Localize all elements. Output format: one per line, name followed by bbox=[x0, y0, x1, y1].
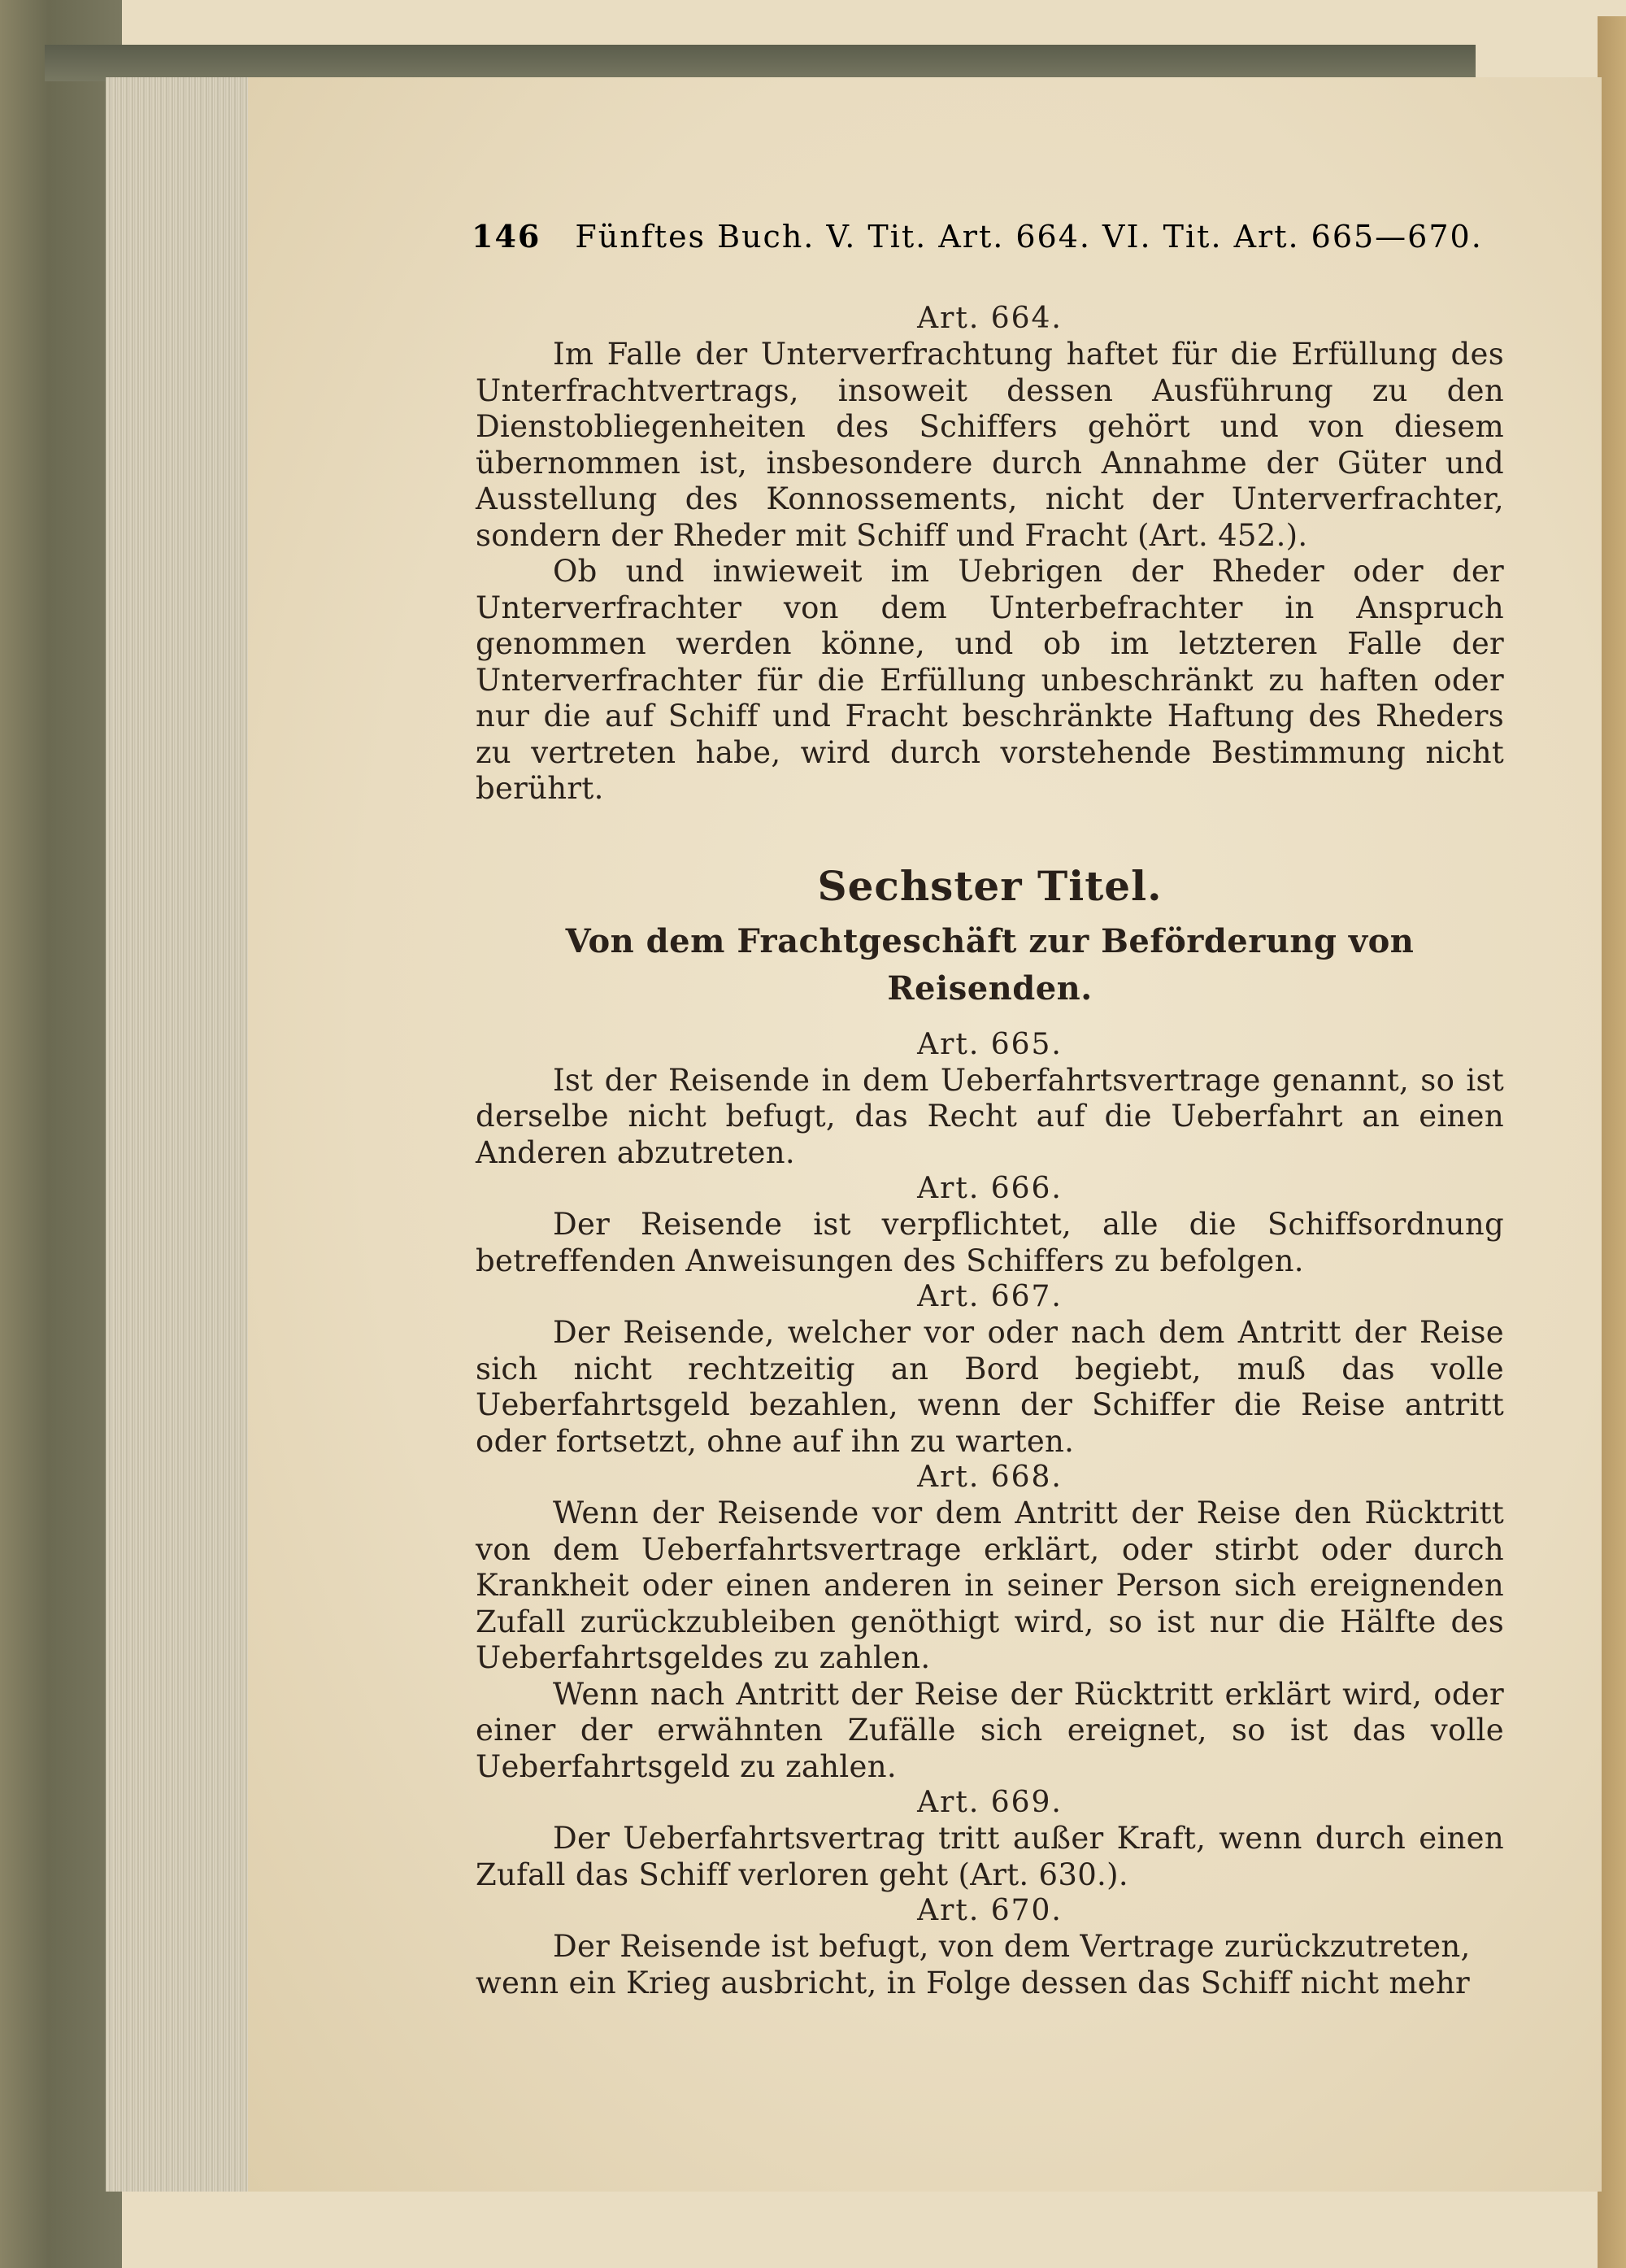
paragraph: Im Falle der Unterverfrachtung haftet für die Erfüllung des Unterfrachtvertrags, insoweit dessen Ausführung zu den Dienstobliegenheiten des Schiffers gehört und von diesem übernommen ist, insbesondere durch Annahme der Güter und Ausstellung des Konnossements, nicht der Unterverfrachter, sondern der Rheder mit Schiff und Fracht (Art. 452.). bbox=[476, 337, 1504, 553]
article-label: Art. 670. bbox=[917, 1894, 1063, 1927]
page-number: 146 bbox=[472, 218, 541, 255]
title-heading: Sechster Titel. bbox=[817, 861, 1163, 910]
article-label: Art. 665. bbox=[917, 1027, 1063, 1061]
paragraph: Der Reisende ist verpflichtet, alle die Schiffsordnung betreffenden Anweisungen des Schiffers zu befolgen. bbox=[476, 1207, 1504, 1278]
page-body bbox=[476, 301, 1504, 2001]
paragraph: Der Reisende ist befugt, von dem Vertrage zurückzutreten, wenn ein Krieg ausbricht, in Folge dessen das Schiff nicht mehr bbox=[476, 1929, 1471, 2000]
paragraph: Der Ueberfahrtsvertrag tritt außer Kraft, wenn durch einen Zufall das Schiff verloren geht (Art. 630.). bbox=[476, 1821, 1504, 1892]
running-head bbox=[472, 218, 1512, 255]
paragraph: Ob und inwieweit im Uebrigen der Rheder oder der Unterverfrachter von dem Unterbefrachter in Anspruch genommen werden könne, und ob im letzteren Falle der Unterverfrachter für die Erfüllung unbeschränkt zu haften oder nur die auf Schiff und Fracht beschränkte Haftung des Rheders zu vertreten habe, wird durch vorstehende Bestimmung nicht berührt. bbox=[476, 554, 1504, 806]
page-edges bbox=[106, 77, 250, 2192]
paragraph: Wenn der Reisende vor dem Antritt der Reise den Rücktritt von dem Ueberfahrtsvertrage erklärt, oder stirbt oder durch Krankheit oder einen anderen in seiner Person sich ereignenden Zufall zurückzubleiben genöthigt wird, so ist nur die Hälfte des Ueberfahrtsgeldes zu zahlen. bbox=[476, 1495, 1504, 1675]
running-title: Fünftes Buch. V. Tit. Art. 664. VI. Tit. Art. 665—670. bbox=[575, 219, 1483, 255]
facing-page-edge bbox=[1598, 16, 1626, 2268]
paragraph: Ist der Reisende in dem Ueberfahrtsvertrage genannt, so ist derselbe nicht befugt, das Recht auf die Ueberfahrt an einen Anderen abzutreten. bbox=[476, 1062, 1504, 1170]
article-label: Art. 669. bbox=[917, 1786, 1063, 1819]
article-label: Art. 668. bbox=[917, 1460, 1063, 1494]
book-cover-top bbox=[45, 45, 1476, 81]
article-label: Art. 667. bbox=[917, 1280, 1063, 1313]
paragraph: Der Reisende, welcher vor oder nach dem Antritt der Reise sich nicht rechtzeitig an Bord begiebt, muß das volle Ueberfahrtsgeld bezahlen, wenn der Schiffer die Reise antritt oder fortsetzt, ohne auf ihn zu warten. bbox=[476, 1315, 1504, 1459]
article-label: Art. 666. bbox=[917, 1172, 1063, 1205]
book-cover bbox=[0, 0, 122, 2268]
paragraph: Wenn nach Antritt der Reise der Rücktritt erklärt wird, oder einer der erwähnten Zufälle sich ereignet, so ist das volle Ueberfahrtsgeld zu zahlen. bbox=[476, 1676, 1504, 1784]
title-subheading: Von dem Frachtgeschäft zur Beförderung von Reisenden. bbox=[565, 921, 1415, 1008]
article-label: Art. 664. bbox=[917, 302, 1063, 335]
